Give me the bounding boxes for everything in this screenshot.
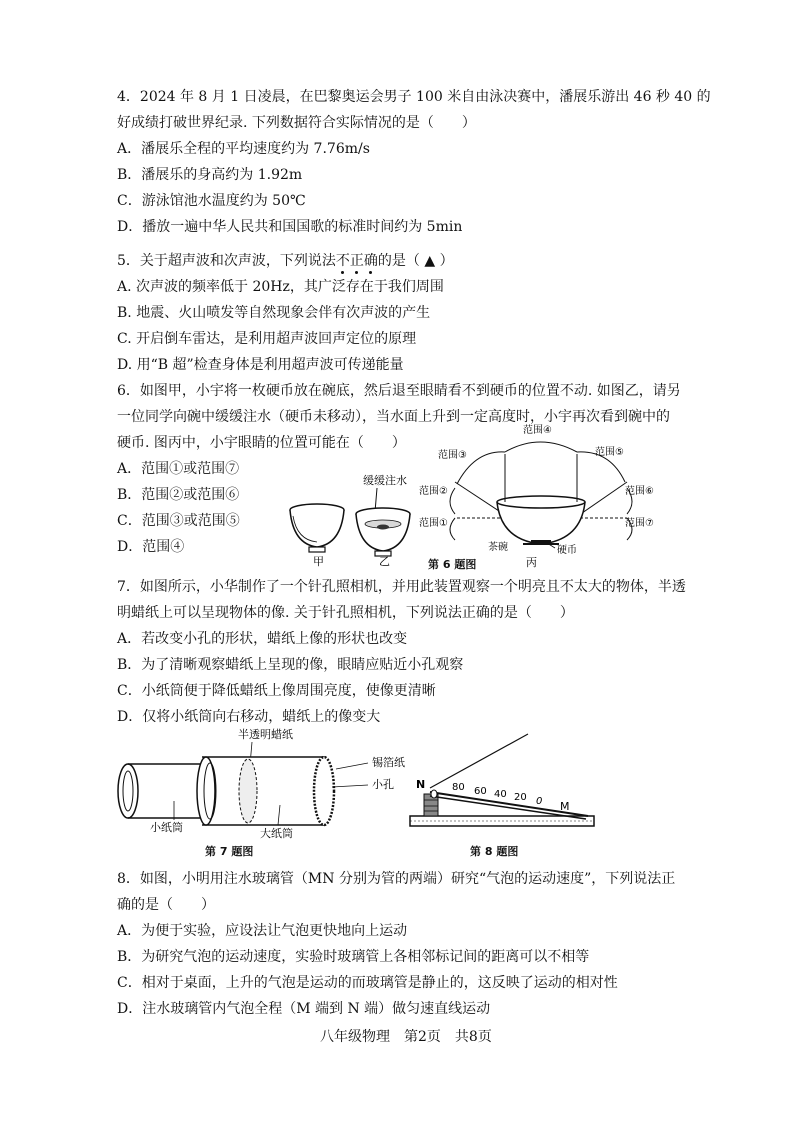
- small-tube-label: 小纸筒: [150, 821, 183, 834]
- bowl-label: 茶碗: [488, 542, 508, 553]
- small-tube: [118, 764, 208, 818]
- range-3-label: 范围③: [438, 450, 467, 461]
- mark-20: 20: [514, 792, 527, 803]
- q6-option-c: C．范围③或范围⑤: [117, 513, 240, 529]
- wax-paper: [239, 759, 257, 823]
- fig8-caption: 第 8 题图: [470, 845, 519, 858]
- range-2-label: 范围②: [419, 486, 448, 497]
- q4-option-d: D．播放一遍中华人民共和国国歌的标准时间约为 5min: [117, 219, 463, 235]
- q5-emph-char: 正: [349, 253, 364, 269]
- q7-stem-line2: 明蜡纸上可以呈现物体的像. 关于针孔照相机，下列说法正确的是（ ）: [117, 605, 574, 621]
- label-bing: 丙: [526, 556, 537, 569]
- bowl-jia: [290, 504, 344, 552]
- q7-option-b: B．为了清晰观察蜡纸上呈现的像，眼睛应贴近小孔观察: [117, 657, 464, 673]
- wax-paper-label: 半透明蜡纸: [238, 728, 293, 741]
- range-6-label: 范围⑥: [625, 486, 654, 497]
- mark-0: 0: [536, 796, 543, 807]
- range-diagram: [415, 422, 675, 572]
- foil-end: [314, 757, 334, 825]
- q6-stem-line1: 6．如图甲，小宇将一枚硬币放在碗底，然后退至眼睛看不到硬币的位置不动. 如图乙，请另: [117, 383, 681, 399]
- q5-option-a: A. 次声波的频率低于 20Hz，其广泛存在于我们周围: [117, 279, 444, 295]
- q8-stem-line1: 8．如图，小明用注水玻璃管（MN 分别为管的两端）研究“气泡的运动速度”，下列说法正: [117, 871, 676, 887]
- end-n-label: N: [416, 778, 426, 791]
- q5-stem-post: 的是（ ▲ ）: [377, 253, 454, 269]
- big-tube: [197, 757, 324, 825]
- q5-option-b: B. 地震、火山喷发等自然现象会伴有次声波的产生: [117, 305, 431, 321]
- q8-option-a: A．为便于实验，应设法让气泡更快地向上运动: [117, 923, 408, 939]
- q5-option-d: D. 用“B 超”检查身体是利用超声波可传递能量: [117, 357, 404, 373]
- label-yi: 乙: [379, 555, 390, 568]
- mark-80: 80: [452, 782, 465, 793]
- range-7-label: 范围⑦: [625, 518, 654, 529]
- pinhole-label: 小孔: [372, 778, 394, 791]
- range-arc: [450, 488, 455, 514]
- q4-option-c: C．游泳馆池水温度约为 50℃: [117, 193, 306, 209]
- q5-stem: [117, 252, 454, 270]
- q7-option-a: A．若改变小孔的形状，蜡纸上像的形状也改变: [117, 631, 408, 647]
- page-footer: 八年级物理 第2页 共8页: [320, 1029, 492, 1045]
- q4-stem-line1: 4．2024 年 8 月 1 日凌晨，在巴黎奥运会男子 100 米自由泳决赛中，潘展乐游出 46 秒 40 的: [117, 89, 711, 105]
- end-m-label: M: [560, 800, 570, 813]
- range-arc: [505, 442, 577, 452]
- label-jia: 甲: [313, 555, 324, 568]
- pour-water-label: 缓缓注水: [363, 474, 407, 487]
- q8-option-c: C．相对于桌面，上升的气泡是运动的而玻璃管是静止的，这反映了运动的相对性: [117, 975, 618, 991]
- q6-option-d: D．范围④: [117, 539, 185, 555]
- q5-option-c: C. 开启倒车雷达，是利用超声波回声定位的原理: [117, 331, 417, 347]
- fig7-caption: 第 7 题图: [205, 845, 254, 858]
- q6-option-a: A．范围①或范围⑦: [117, 461, 240, 477]
- coin-label: 硬币: [557, 545, 577, 556]
- glass-tube-figure: [408, 730, 604, 830]
- q7-option-c: C．小纸筒便于降低蜡纸上像周围亮度，使像更清晰: [117, 683, 436, 699]
- foil-label: 锡箔纸: [372, 756, 405, 769]
- pinhole-camera-figure: [110, 725, 405, 840]
- q6-option-b: B．范围②或范围⑥: [117, 487, 240, 503]
- range-1-label: 范围①: [419, 518, 448, 529]
- rod: [430, 734, 528, 788]
- bowl-yi: [356, 508, 410, 556]
- q6-stem-line2: 一位同学向碗中缓缓注水（硬币未移动），当水面上升到一定高度时，小宇再次看到碗中的: [117, 409, 670, 425]
- range-4-label: 范围④: [523, 425, 552, 436]
- bowls-figure: [285, 472, 425, 567]
- mark-40: 40: [494, 789, 507, 800]
- big-tube-label: 大纸筒: [260, 827, 293, 840]
- coin-in-bowl: [377, 525, 389, 530]
- range-arc: [450, 518, 455, 540]
- range-5-label: 范围⑤: [595, 447, 624, 458]
- q8-option-b: B．为研究气泡的运动速度，实验时玻璃管上各相邻标记间的距离可以不相等: [117, 949, 590, 965]
- q4-stem-line2: 好成绩打破世界纪录. 下列数据符合实际情况的是（ ）: [117, 115, 476, 131]
- q7-stem-line1: 7．如图所示，小华制作了一个针孔照相机，并用此装置观察一个明亮且不太大的物体，半透: [117, 579, 686, 595]
- bubble: [431, 790, 437, 798]
- q8-option-d: D．注水玻璃管内气泡全程（M 端到 N 端）做匀速直线运动: [117, 1001, 491, 1017]
- fig6-caption: 第 6 题图: [428, 558, 477, 571]
- mark-60: 60: [474, 786, 487, 797]
- q7-option-d: D．仅将小纸筒向右移动，蜡纸上的像变大: [117, 709, 381, 725]
- q5-emph-char: 不: [335, 253, 350, 269]
- q5-emph-char: 确: [363, 253, 378, 269]
- q5-stem-pre: 5．关于超声波和次声波，下列说法: [117, 253, 336, 269]
- q4-option-a: A．潘展乐全程的平均速度约为 7.76m/s: [117, 141, 370, 157]
- q6-stem-line3: 硬币. 图丙中，小宇眼睛的位置可能在（ ）: [117, 435, 406, 451]
- q8-stem-line2: 确的是（ ）: [117, 897, 215, 913]
- q4-option-b: B．潘展乐的身高约为 1.92m: [117, 167, 303, 183]
